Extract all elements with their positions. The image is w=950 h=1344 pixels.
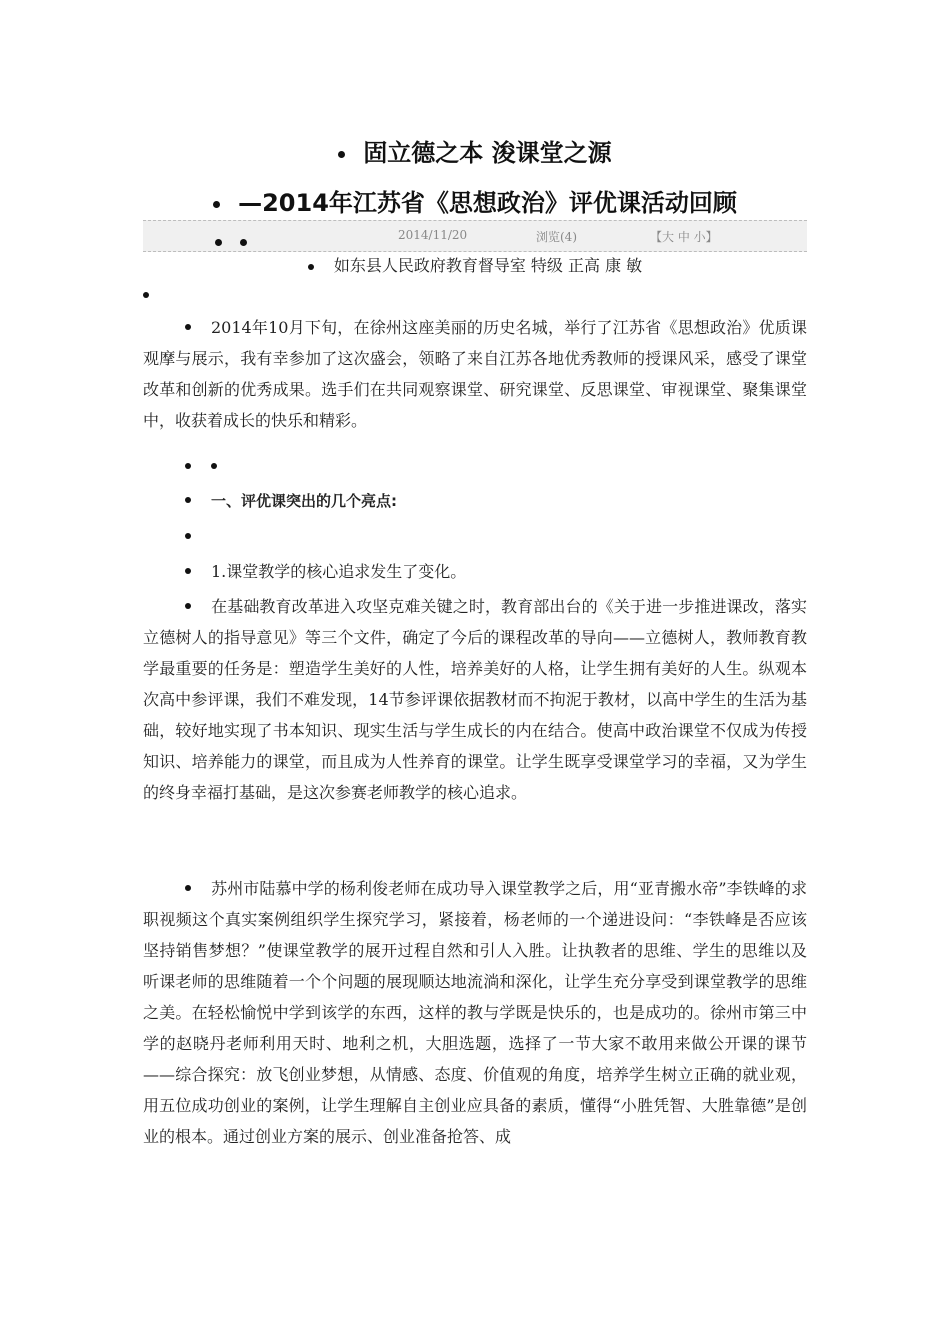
- paragraph-text: 2014年10月下旬，在徐州这座美丽的历史名城，举行了江苏省《思想政治》优质课观摩与展示，我有幸参加了这次盛会，领略了来自江苏各地优秀教师的授课风采，感受了课堂改革和创新的优秀成果。选手们在共同观察课堂、研究课堂、反思课堂、审视课堂、聚集课堂中，收获着成长的快乐和精彩。: [143, 318, 807, 430]
- article-meta-bar: [143, 220, 807, 252]
- bullet-icon: [215, 239, 222, 246]
- empty-list-item: [143, 521, 807, 552]
- section-heading: [143, 486, 807, 517]
- paragraph-intro: [143, 312, 807, 436]
- bullet-icon: [240, 239, 247, 246]
- title-line-1: [0, 133, 950, 168]
- title-text-2: —2014年江苏省《思想政治》评优课活动回顾: [238, 189, 737, 217]
- font-size-switcher[interactable]: 【大 中 小】: [650, 230, 718, 244]
- section-heading-text: 一、评优课突出的几个亮点:: [211, 492, 397, 510]
- title-text-1: 固立德之本 浚课堂之源: [363, 139, 612, 167]
- meta-bullets: [215, 232, 265, 251]
- bullet-icon: [213, 201, 220, 208]
- paragraph-3: [143, 873, 807, 1152]
- bullet-icon: [185, 885, 191, 891]
- author-text: 如东县人民政府教育督导室 特级 正高 康 敏: [333, 256, 643, 275]
- bullet-icon: [185, 497, 191, 503]
- bullet-icon: [143, 292, 149, 298]
- bullet-icon: [185, 568, 191, 574]
- bullet-icon: [308, 264, 314, 270]
- bullet-icon: [211, 463, 217, 469]
- bullet-icon: [185, 463, 191, 469]
- bullet-icon: [185, 603, 191, 609]
- publish-date: 2014/11/20: [398, 228, 468, 242]
- bullet-icon: [185, 533, 191, 539]
- paragraph-text: 在基础教育改革进入攻坚克难关键之时，教育部出台的《关于进一步推进课改，落实立德树人的指导意见》等三个文件，确定了今后的课程改革的导向——立德树人，教师教育教学最重要的任务是：塑造学生美好的人性，培养美好的人格，让学生拥有美好的人生。纵观本次高中参评课，我们不难发现，14节参评课依据教材而不拘泥于教材，以高中学生的生活为基础，较好地实现了书本知识、现实生活与学生成长的内在结合。使高中政治课堂不仅成为传授知识、培养能力的课堂，而且成为人性养育的课堂。让学生既享受课堂学习的幸福，又为学生的终身幸福打基础，是这次参赛老师教学的核心追求。: [143, 597, 807, 802]
- author-line: [0, 253, 950, 276]
- subheading-text: 1.课堂教学的核心追求发生了变化。: [211, 562, 467, 581]
- subheading: [143, 556, 807, 587]
- bullet-icon: [185, 324, 191, 330]
- empty-list-items: [143, 451, 807, 482]
- view-count: 浏览(4): [536, 230, 577, 244]
- paragraph-text: 苏州市陆慕中学的杨利俊老师在成功导入课堂教学之后，用“亚青搬水帝”李铁峰的求职视频这个真实案例组织学生探究学习，紧接着，杨老师的一个递进设问：“李铁峰是否应该坚持销售梦想？”使课堂教学的展开过程自然和引人入胜。让执教者的思维、学生的思维以及听课老师的思维随着一个个问题的展现顺达地流淌和深化，让学生充分享受到课堂教学的思维之美。在轻松愉悦中学到该学的东西，这样的教与学既是快乐的，也是成功的。徐州市第三中学的赵晓丹老师利用天时、地利之机，大胆选题，选择了一节大家不敢用来做公开课的课节——综合探究：放飞创业梦想，从情感、态度、价值观的角度，培养学生树立正确的就业观，用五位成功创业的案例，让学生理解自主创业应具备的素质，懂得“小胜凭智、大胜靠德”是创业的根本。通过创业方案的展示、创业准备抢答、成: [143, 879, 807, 1146]
- title-line-2: [0, 183, 950, 218]
- bullet-icon: [338, 151, 345, 158]
- paragraph-2: [143, 591, 807, 808]
- empty-list-item: [143, 284, 149, 303]
